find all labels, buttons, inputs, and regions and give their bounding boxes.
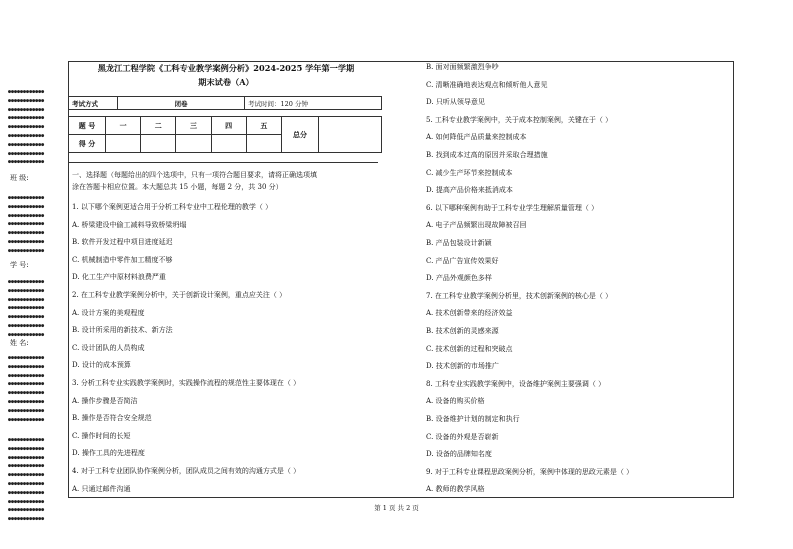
section-intro-1: 一、选择题（每题给出的四个选项中，只有一项符合题目要求，请将正确选项填 [72,171,317,179]
question-stem: 7. 在工科专业教学案例分析里，技术创新案例的核心是（ ） [426,291,613,300]
title-line-1: 黑龙江工程学院《工科专业教学案例分析》2024-2025 学年第一学期 [97,63,355,73]
question-stem: 5. 工科专业教学案例中，关于成本控制案例，关键在于（ ） [426,115,613,124]
binding-dots: ●●●●●●●●●●●● [8,399,45,405]
exam-time: 考试时间：120 分钟 [245,97,382,110]
binding-dots: ●●●●●●●●●●●● [8,454,45,461]
section-divider [68,162,378,163]
binding-dots: ●●●●●●●●●●●● [8,507,45,514]
score-header-2: 二 [141,117,176,135]
answer-option: A. 设备的购买价格 [426,397,485,406]
binding-dots: ●●●●●●●●●●●● [8,230,45,237]
binding-dots: ●●●●●●●●●●●● [8,115,45,122]
answer-option: C. 技术创新的过程和突破点 [426,344,513,353]
binding-dots: ●●●●●●●●●●●● [8,141,45,148]
binding-dots: ●●●●●●●●●●●● [8,355,45,361]
score-header-3: 三 [176,117,211,135]
binding-dots: ●●●●●●●●●●●● [8,305,45,312]
binding-dots: ●●●●●●●●●●●● [8,481,45,487]
score-cell-1 [106,135,141,153]
score-total-label: 总分 [282,117,319,153]
answer-option: B. 产品包装设计新颖 [426,239,492,247]
answer-option: A. 桥梁建设中偷工减料导致桥梁坍塌 [72,220,187,229]
score-table [68,116,382,153]
score-header-5: 五 [246,117,281,135]
binding-dots: ●●●●●●●●●●●● [8,203,45,210]
answer-option: C. 产品广告宣传效果好 [426,256,499,265]
answer-option: B. 面对面频繁激烈争吵 [426,63,499,71]
binding-dots: ●●●●●●●●●●●● [8,463,45,470]
binding-dots: ●●●●●●●●●●●● [8,195,45,201]
binding-dots: ●●●●●●●●●●●● [8,239,45,245]
answer-option: A. 操作步骤是否简洁 [72,396,138,405]
score-header-label: 题 号 [69,117,106,135]
binding-dots: ●●●●●●●●●●●● [8,97,45,104]
answer-option: C. 操作时间的长短 [72,431,131,440]
binding-dots: ●●●●●●●●●●●● [8,279,45,285]
answer-option: B. 操作是否符合安全规范 [72,414,152,423]
answer-option: B. 找到成本过高的原因并采取合理措施 [426,151,548,159]
score-cell-4 [211,135,246,153]
binding-dots: ●●●●●●●●●●●● [8,133,45,139]
answer-option: D. 设计的成本预算 [72,361,131,370]
answer-option: C. 机械制造中零件加工精度不够 [72,255,173,264]
binding-strip [8,88,56,528]
binding-dots: ●●●●●●●●●●●● [8,287,45,294]
score-cell-2 [141,135,176,153]
answer-option: A. 如何降低产品质量来控制成本 [426,133,527,142]
binding-label: 姓 名: [10,339,29,347]
answer-option: A. 电子产品频繁出现故障被召回 [426,221,527,230]
binding-dots: ●●●●●●●●●●●● [8,247,45,254]
binding-dots: ●●●●●●●●●●●● [8,314,45,321]
score-header-1: 一 [106,117,141,135]
answer-option: D. 技术创新的市场推广 [426,362,499,371]
binding-dots: ●●●●●●●●●●●● [8,390,45,397]
answer-option: C. 减少生产环节来控制成本 [426,168,513,177]
section-intro-2: 涂在答题卡相应位置。本大题总共 15 小题，每题 2 分，共 30 分） [72,183,283,191]
question-stem: 2. 在工科专业教学案例分析中，关于创新设计案例，重点应关注（ ） [72,291,287,299]
binding-dots: ●●●●●●●●●●●● [8,363,45,370]
binding-label: 学 号: [10,261,29,269]
answer-option: C. 设备的外观是否崭新 [426,432,499,441]
question-stem: 3. 分析工科专业实践教学案例时，实践操作流程的规范性主要体现在（ ） [72,379,301,387]
exam-mode-value: 闭卷 [118,97,245,110]
answer-option: B. 设计所采用的新技术、新方法 [72,326,173,335]
score-cell-5 [246,135,281,153]
answer-option: D. 只听从领导意见 [426,98,485,107]
score-row-label: 得 分 [69,135,106,153]
binding-dots: ●●●●●●●●●●●● [8,416,45,423]
binding-dots: ●●●●●●●●●●●● [8,150,45,157]
answer-option: D. 设备的品牌知名度 [426,450,492,459]
binding-dots: ●●●●●●●●●●●● [8,516,45,523]
binding-dots: ●●●●●●●●●●●● [8,381,45,388]
page-footer: 第 1 页 共 2 页 [374,504,419,512]
question-stem: 4. 对于工科专业团队协作案例分析，团队成员之间有效的沟通方式是（ ） [72,467,301,475]
binding-dots: ●●●●●●●●●●●● [8,159,45,166]
binding-dots: ●●●●●●●●●●●● [8,212,45,219]
answer-option: D. 化工生产中原材料浪费严重 [72,273,166,282]
answer-option: A. 只通过邮件沟通 [72,484,131,493]
answer-option: B. 设备维护计划的制定和执行 [426,415,520,423]
score-total-cell [319,117,382,153]
binding-dots: ●●●●●●●●●●●● [8,445,45,452]
binding-dots: ●●●●●●●●●●●● [8,372,45,379]
binding-dots: ●●●●●●●●●●●● [8,472,45,479]
binding-dots: ●●●●●●●●●●●● [8,331,45,338]
binding-dots: ●●●●●●●●●●●● [8,221,45,228]
exam-info-table [68,96,382,110]
score-header-4: 四 [211,117,246,135]
answer-option: A. 教师的教学风格 [426,485,485,494]
answer-option: A. 技术创新带来的经济效益 [426,309,513,318]
binding-dots: ●●●●●●●●●●●● [8,296,45,303]
answer-option: A. 设计方案的美观程度 [72,308,145,317]
binding-dots: ●●●●●●●●●●●● [8,407,45,414]
binding-dots: ●●●●●●●●●●●● [8,124,45,131]
question-stem: 8. 工科专业实践教学案例中，设备维护案例主要强调（ ） [426,379,606,388]
answer-option: C. 清晰准确地表达观点和倾听他人意见 [426,80,548,89]
score-cell-3 [176,135,211,153]
answer-option: D. 产品外观颜色多样 [426,274,492,283]
answer-option: D. 操作工具的先进程度 [72,449,145,458]
exam-mode-label: 考试方式 [69,97,118,110]
answer-option: B. 软件开发过程中项目进度延迟 [72,238,173,247]
binding-label: 班 级: [10,174,29,182]
question-stem: 6. 以下哪种案例有助于工科专业学生理解质量管理（ ） [426,203,599,212]
answer-option: B. 技术创新的灵感来源 [426,327,499,335]
answer-option: D. 提高产品价格来抵消成本 [426,186,513,195]
answer-option: C. 设计团队的人员构成 [72,343,145,352]
question-stem: 1. 以下哪个案例更适合用于分析工科专业中工程伦理的教学（ ） [72,203,273,211]
binding-dots: ●●●●●●●●●●●● [8,498,45,505]
binding-dots: ●●●●●●●●●●●● [8,106,45,113]
question-stem: 9. 对于工科专业课程思政案例分析，案例中体现的思政元素是（ ） [426,467,634,476]
binding-dots: ●●●●●●●●●●●● [8,489,45,496]
binding-dots: ●●●●●●●●●●●● [8,437,45,443]
binding-dots: ●●●●●●●●●●●● [8,323,45,329]
header [72,62,380,88]
title-line-2: 期末试卷（A） [198,77,254,87]
binding-dots: ●●●●●●●●●●●● [8,89,45,95]
